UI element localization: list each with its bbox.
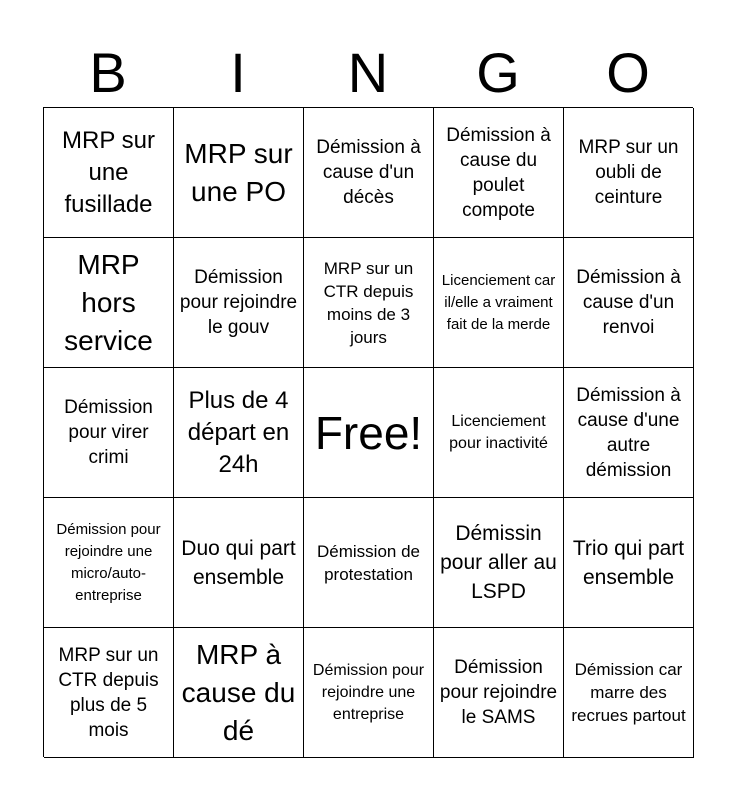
bingo-cell-3-5[interactable] xyxy=(564,368,694,498)
bingo-cell-1-5[interactable] xyxy=(564,108,694,238)
header-letter-o: O xyxy=(606,41,650,104)
bingo-cell-2-2[interactable] xyxy=(174,238,304,368)
cell-text: MRP sur un CTR depuis plus de 5 mois xyxy=(58,644,159,741)
bingo-cell-2-5[interactable] xyxy=(564,238,694,368)
header-letter-i: I xyxy=(230,41,246,104)
bingo-board xyxy=(43,107,693,757)
cell-text: Démission pour virer crimi xyxy=(64,397,153,468)
cell-text: MRP sur une fusillade xyxy=(62,126,155,218)
header-letter-g: G xyxy=(476,41,520,104)
bingo-cell-2-1[interactable] xyxy=(44,238,174,368)
header-letter-b: B xyxy=(89,41,127,104)
cell-text: Démission à cause d'un décès xyxy=(316,137,421,208)
cell-text: Duo qui part ensemble xyxy=(181,536,296,589)
bingo-cell-2-4[interactable] xyxy=(434,238,564,368)
bingo-cell-4-3[interactable] xyxy=(304,498,434,628)
cell-text: MRP sur un oubli de ceinture xyxy=(578,137,679,208)
cell-text: Démission à cause d'un renvoi xyxy=(576,267,681,338)
cell-text: MRP hors service xyxy=(64,248,153,356)
cell-text: Démission pour rejoindre le SAMS xyxy=(439,657,558,728)
cell-text: Licenciement pour inactivité xyxy=(449,412,548,452)
bingo-cell-5-2[interactable] xyxy=(174,628,304,758)
bingo-cell-1-4[interactable] xyxy=(434,108,564,238)
cell-text: Démission pour rejoindre le gouv xyxy=(179,267,298,338)
cell-text: Démissin pour aller au LSPD xyxy=(440,522,557,603)
bingo-cell-4-4[interactable] xyxy=(434,498,564,628)
cell-text: Démission car marre des recrues partout xyxy=(571,660,686,725)
bingo-cell-4-1[interactable] xyxy=(44,498,174,628)
bingo-cell-1-1[interactable] xyxy=(44,108,174,238)
bingo-cell-4-5[interactable] xyxy=(564,498,694,628)
bingo-cell-5-3[interactable] xyxy=(304,628,434,758)
cell-text: MRP à cause du dé xyxy=(181,638,296,746)
bingo-cell-5-1[interactable] xyxy=(44,628,174,758)
free-space-text: Free! xyxy=(314,406,423,459)
cell-text: Licenciement car il/elle a vraiment fait de la merde xyxy=(441,271,556,333)
cell-text: MRP sur une PO xyxy=(184,137,293,207)
bingo-cell-2-3[interactable] xyxy=(304,238,434,368)
cell-text: Démission à cause d'une autre démission xyxy=(576,384,681,481)
cell-text: Démission pour rejoindre une entreprise xyxy=(312,661,425,723)
bingo-cell-5-4[interactable] xyxy=(434,628,564,758)
bingo-cell-3-2[interactable] xyxy=(174,368,304,498)
bingo-cell-3-3-free[interactable] xyxy=(304,368,434,498)
bingo-cell-3-1[interactable] xyxy=(44,368,174,498)
cell-text: Démission de protestation xyxy=(317,541,420,584)
bingo-cell-3-4[interactable] xyxy=(434,368,564,498)
bingo-cell-1-2[interactable] xyxy=(174,108,304,238)
cell-text: Démission à cause du poulet compote xyxy=(446,124,551,221)
cell-text: Trio qui part ensemble xyxy=(572,536,685,589)
header-letter-n: N xyxy=(347,41,389,104)
cell-text: MRP sur un CTR depuis moins de 3 jours xyxy=(323,258,414,347)
bingo-cell-1-3[interactable] xyxy=(304,108,434,238)
bingo-header xyxy=(43,40,693,106)
cell-text: Plus de 4 départ en 24h xyxy=(187,386,290,478)
bingo-cell-5-5[interactable] xyxy=(564,628,694,758)
bingo-cell-4-2[interactable] xyxy=(174,498,304,628)
cell-text: Démission pour rejoindre une micro/auto-entreprise xyxy=(56,520,161,604)
